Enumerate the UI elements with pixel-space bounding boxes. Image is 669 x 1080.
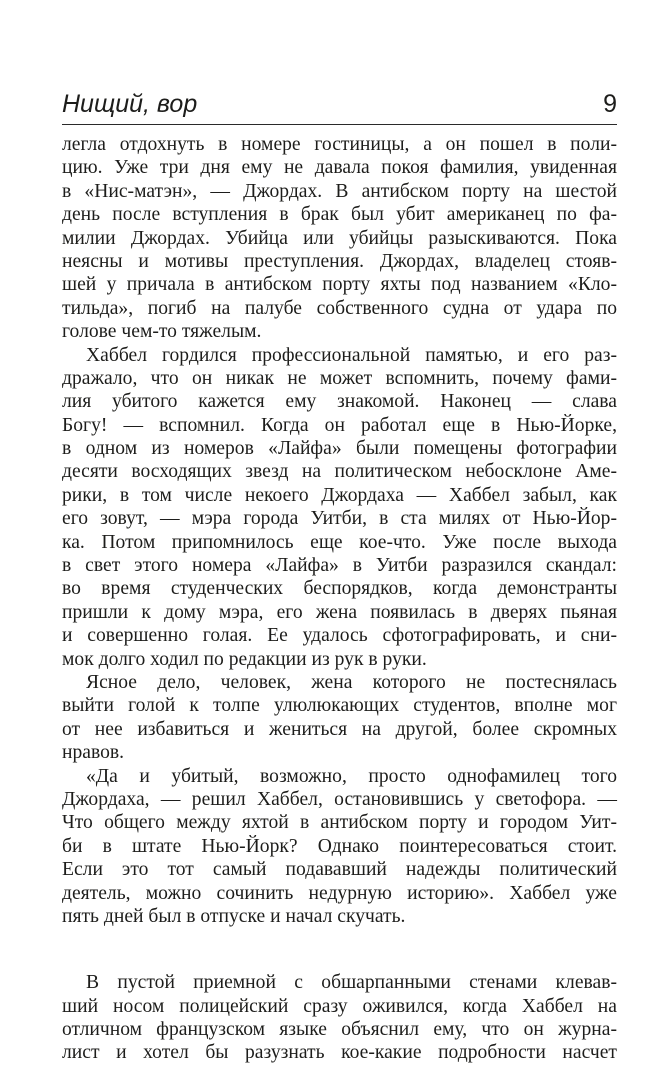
paragraph — [62, 671, 617, 765]
text-line: отличном французском языке объяснил ему, что он журна- — [62, 1019, 617, 1041]
text-line: в свет этого номера «Лайфа» в Уитби разразился скандал: — [62, 555, 617, 577]
text-line: тильда», погиб на палубе собственного судна от удара по — [62, 297, 617, 319]
text-line: Если это тот самый подававший надежды политический — [62, 859, 617, 881]
page-number: 9 — [603, 90, 617, 118]
text-line: би в штате Нью-Йорк? Однако поинтересоваться стоит. — [62, 835, 617, 857]
text-line: пять дней был в отпуске и начал скучать. — [62, 905, 406, 927]
paragraph — [62, 133, 617, 344]
text-line: цию. Уже три дня ему не давала покоя фамилия, увиденная — [62, 157, 617, 179]
text-line: во время студенческих беспорядков, когда демонстранты — [62, 578, 617, 600]
paragraph — [62, 971, 617, 1065]
text-line: неясны и мотивы преступления. Джордах, владелец стояв- — [62, 250, 617, 272]
text-line: Богу! — вспомнил. Когда он работал еще в Нью-Йорке, — [62, 414, 617, 436]
text-line: ший носом полицейский сразу оживился, когда Хаббел на — [62, 995, 617, 1017]
text-line: Ясное дело, человек, жена которого не постеснялась — [86, 671, 617, 693]
running-header — [62, 88, 617, 125]
text-line: и совершенно голая. Ее удалось сфотографировать, и сни- — [62, 625, 617, 647]
text-line: деятель, можно сочинить недурную историю». Хаббел уже — [62, 882, 617, 904]
text-line: легла отдохнуть в номере гостиницы, а он пошел в поли- — [62, 134, 617, 155]
text-line: дражало, что он никак не может вспомнить, почему фами- — [62, 367, 617, 389]
text-line: лия убитого кажется ему знакомой. Наконец — слава — [62, 391, 617, 413]
text-line: голове чем-то тяжелым. — [62, 321, 262, 343]
text-line: пришли к дому мэра, его жена появилась в дверях пьяная — [62, 601, 617, 623]
text-line: шей у причала в антибском порту яхты под названием «Кло- — [62, 274, 617, 296]
text-line: рики, в том числе некоего Джордаха — Хаббел забыл, как — [62, 484, 617, 506]
text-line: Хаббел гордился профессиональной памятью, и его раз- — [86, 344, 617, 366]
text-line: день после вступления в брак был убит американец по фа- — [62, 204, 617, 226]
text-line: милии Джордах. Убийца или убийцы разыскиваются. Пока — [62, 227, 617, 249]
text-line: В пустой приемной с обшарпанными стенами клевав- — [86, 972, 617, 994]
paragraph — [62, 765, 617, 929]
text-line: выйти голой к толпе улюлюкающих студентов, вполне мог — [62, 695, 617, 717]
paragraph — [62, 344, 617, 671]
text-line: в одном из номеров «Лайфа» были помещены фотографии — [62, 438, 617, 460]
text-line: «Да и убитый, возможно, просто однофамилец того — [86, 765, 617, 787]
text-line: от нее избавиться и жениться на другой, более скромных — [62, 718, 617, 740]
text-line: Джордаха, — решил Хаббел, остановившись у светофора. — — [62, 788, 617, 810]
text-line: его зовут, — мэра города Уитби, в ста милях от Нью-Йор- — [62, 508, 617, 530]
text-body — [62, 133, 617, 1065]
text-line: ка. Потом припомнилось еще кое-что. Уже после выхода — [62, 531, 617, 553]
text-line: десяти восходящих звезд на политическом небосклоне Аме- — [62, 461, 617, 483]
text-line: Что общего между яхтой в антибском порту и городом Уит- — [62, 812, 617, 834]
text-line: в «Нис-матэн», — Джордах. В антибском порту на шестой — [62, 180, 617, 202]
section-break — [62, 928, 617, 971]
text-line: лист и хотел бы разузнать кое-какие подробности насчет — [62, 1042, 617, 1064]
text-line: нравов. — [62, 742, 125, 764]
running-title: Нищий, вор — [62, 90, 198, 118]
text-line: мок долго ходил по редакции из рук в руки. — [62, 648, 427, 670]
